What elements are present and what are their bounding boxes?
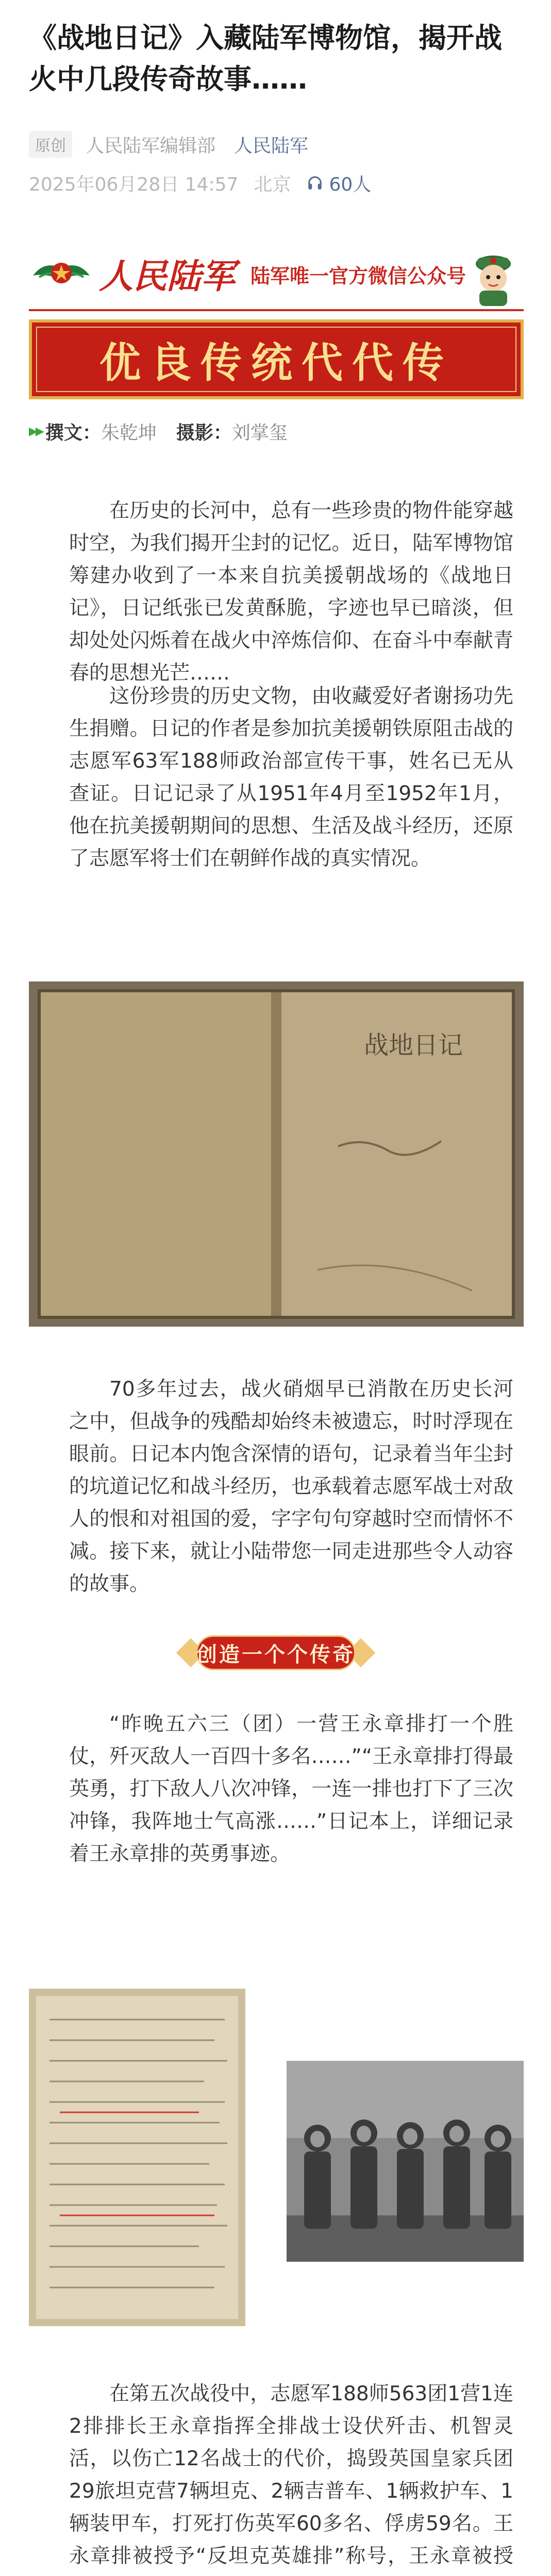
mascot-icon bbox=[465, 242, 522, 307]
paragraph-fifth-campaign: 在第五次战役中，志愿军188师563团1营1连2排排长王永章指挥全排战士设伏歼击、机智灵活，以伤亡12名战士的代价，捣毁英国皇家兵团29旅坦克营7辆坦克、2辆吉普车、1辆救护车、1辆装甲车，打死打伤英军60多名、俘虏59名。王永章排被授予“反坦克英雄排”称号，王永章被授 bbox=[69, 2382, 513, 2568]
article-title: 《战地日记》入藏陆军博物馆，揭开战火中几段传奇故事…… bbox=[29, 22, 502, 95]
brand-logo-text: 人民陆军 bbox=[99, 256, 235, 296]
author-name: 人民陆军编辑部 bbox=[86, 135, 216, 157]
banner-slogan: 陆军唯一官方微信公众号 bbox=[251, 265, 466, 287]
listen-button[interactable] bbox=[306, 170, 371, 196]
diary-cover-title: 战地日记 bbox=[364, 1031, 463, 1060]
headphone-icon bbox=[306, 174, 324, 192]
paragraph-wang-platoon: “昨晚五六三（团）一营王永章排打一个胜仗，歼灭敌人一百四十多名……”“王永章排打得最英勇，打下敌人八次冲锋，一连一排也打下了三次冲锋，我阵地士气高涨……”日记本上，详细记录着王永章排的英勇事迹。 bbox=[69, 1713, 513, 1866]
diary-cover-photo bbox=[29, 981, 524, 1327]
paragraph-intro: 在历史的长河中，总有一些珍贵的物件能穿越时空，为我们揭开尘封的记忆。近日，陆军博物馆筹建办收到了一本来自抗美援朝战场的《战地日记》，日记纸张已发黄酥脆，字迹也早已暗淡，但却处处闪烁着在战火中淬炼信仰、在奋斗中奉献青春的思想光芒…… bbox=[69, 499, 513, 685]
writer-name: 朱乾坤 bbox=[101, 422, 157, 444]
publish-info-row bbox=[29, 170, 371, 196]
army-emblem-icon bbox=[29, 252, 94, 299]
account-header-banner bbox=[29, 240, 524, 311]
section-title-text: 创造一个个传奇 bbox=[196, 1642, 355, 1667]
banner-border-decoration bbox=[36, 327, 516, 392]
paragraph-donation: 这份珍贵的历史文物，由收藏爱好者谢扬功先生捐赠。日记的作者是参加抗美援朝铁原阻击战的志愿军63军188师政治部宣传干事，姓名已无从查证。日记记录了从1951年4月至1952年1月，他在抗美援朝期间的思想、生活及战斗经历，还原了志愿军将士们在朝鲜作战的真实情况。 bbox=[69, 685, 513, 870]
diary-cover-illustration bbox=[29, 981, 524, 1327]
tradition-banner bbox=[29, 319, 524, 399]
original-badge: 原创 bbox=[29, 131, 72, 158]
paragraph-memory: 70多年过去，战火硝烟早已消散在历史长河之中，但战争的残酷却始终未被遗忘，时时浮现在眼前。日记本内饱含深情的语句，记录着当年尘封的坑道记忆和战斗经历，也承载着志愿军战士对敌人的恨和对祖国的爱，字字句句穿越时空而情怀不减。接下来，就让小陆带您一同走进那些令人动容的故事。 bbox=[69, 1378, 513, 1596]
publish-date: 2025年06月28日 14:57 bbox=[29, 174, 239, 195]
play-arrows-icon: ▶▶ bbox=[29, 425, 42, 438]
listen-count: 60人 bbox=[329, 174, 372, 195]
soldiers-group-photo bbox=[287, 2061, 524, 2262]
account-name-link[interactable]: 人民陆军 bbox=[234, 135, 309, 157]
photographer-label: 摄影： bbox=[176, 422, 232, 444]
section-heading-legend bbox=[175, 1628, 376, 1677]
article-meta-row bbox=[29, 131, 308, 157]
publish-location: 北京 bbox=[254, 174, 291, 195]
tradition-banner-text: 优良传统代代传 bbox=[99, 338, 453, 387]
soldiers-illustration bbox=[287, 2061, 524, 2262]
credits-row bbox=[29, 417, 307, 445]
diary-page-illustration bbox=[29, 1989, 245, 2326]
diary-page-photo bbox=[29, 1989, 245, 2326]
writer-label: 撰文： bbox=[45, 422, 101, 444]
photographer-name: 刘掌玺 bbox=[231, 422, 288, 444]
